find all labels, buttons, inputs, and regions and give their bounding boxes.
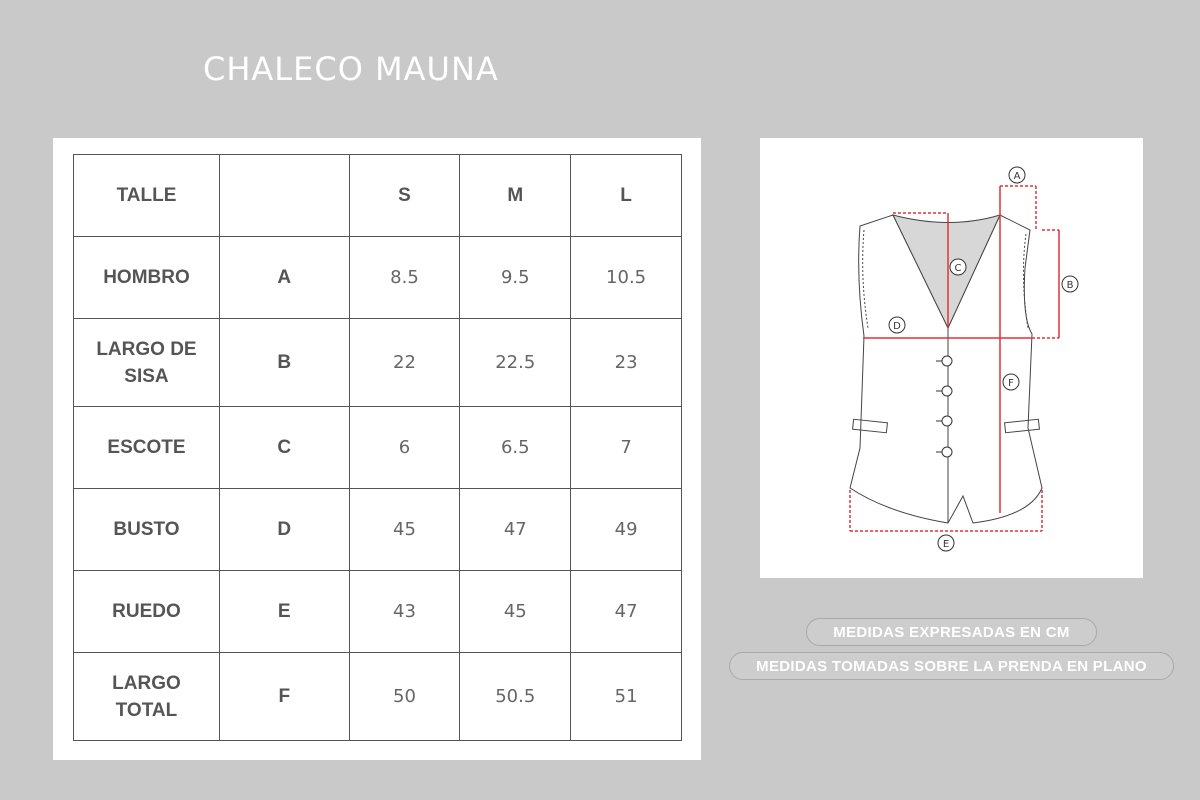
- header-size-l: L: [571, 155, 682, 237]
- table-row: [74, 489, 682, 571]
- marker-label-e: E: [942, 539, 950, 550]
- value-s: 43: [349, 571, 460, 653]
- vest-outline: [850, 215, 1042, 523]
- row-code: E: [219, 571, 349, 653]
- table-row: [74, 407, 682, 489]
- table-header-row: [74, 155, 682, 237]
- value-m: 6.5: [460, 407, 571, 489]
- value-s: 6: [349, 407, 460, 489]
- value-l: 7: [571, 407, 682, 489]
- value-m: 9.5: [460, 237, 571, 319]
- table-row: [74, 571, 682, 653]
- size-table-card: [53, 138, 701, 760]
- marker-label-a: A: [1013, 171, 1021, 182]
- value-l: 10.5: [571, 237, 682, 319]
- row-code: F: [219, 653, 349, 741]
- table-row: [74, 237, 682, 319]
- marker-label-d: D: [893, 321, 901, 332]
- row-label: LARGO DE SISA: [74, 319, 220, 407]
- value-s: 45: [349, 489, 460, 571]
- method-note-text: MEDIDAS TOMADAS SOBRE LA PRENDA EN PLANO: [756, 657, 1147, 675]
- value-m: 50.5: [460, 653, 571, 741]
- row-code: C: [219, 407, 349, 489]
- value-l: 23: [571, 319, 682, 407]
- page-title: CHALECO MAUNA: [203, 50, 499, 88]
- value-l: 51: [571, 653, 682, 741]
- row-label: BUSTO: [74, 489, 220, 571]
- row-code: D: [219, 489, 349, 571]
- marker-label-c: C: [954, 263, 962, 274]
- method-note: [729, 652, 1174, 680]
- row-code: B: [219, 319, 349, 407]
- units-note-text: MEDIDAS EXPRESADAS EN CM: [833, 623, 1070, 641]
- size-table: [73, 154, 682, 741]
- value-s: 50: [349, 653, 460, 741]
- units-note: [806, 618, 1097, 646]
- marker-label-f: F: [1008, 378, 1014, 389]
- table-row: [74, 653, 682, 741]
- table-row: [74, 319, 682, 407]
- value-m: 22.5: [460, 319, 571, 407]
- value-l: 49: [571, 489, 682, 571]
- row-label: RUEDO: [74, 571, 220, 653]
- vest-diagram-card: [760, 138, 1143, 578]
- row-label: LARGO TOTAL: [74, 653, 220, 741]
- value-m: 47: [460, 489, 571, 571]
- value-l: 47: [571, 571, 682, 653]
- header-size-m: M: [460, 155, 571, 237]
- value-s: 8.5: [349, 237, 460, 319]
- marker-label-b: B: [1066, 280, 1074, 291]
- value-m: 45: [460, 571, 571, 653]
- header-talle: TALLE: [74, 155, 220, 237]
- vest-diagram: [760, 138, 1143, 578]
- row-code: A: [219, 237, 349, 319]
- row-label: ESCOTE: [74, 407, 220, 489]
- value-s: 22: [349, 319, 460, 407]
- row-label: HOMBRO: [74, 237, 220, 319]
- header-size-s: S: [349, 155, 460, 237]
- header-code: [219, 155, 349, 237]
